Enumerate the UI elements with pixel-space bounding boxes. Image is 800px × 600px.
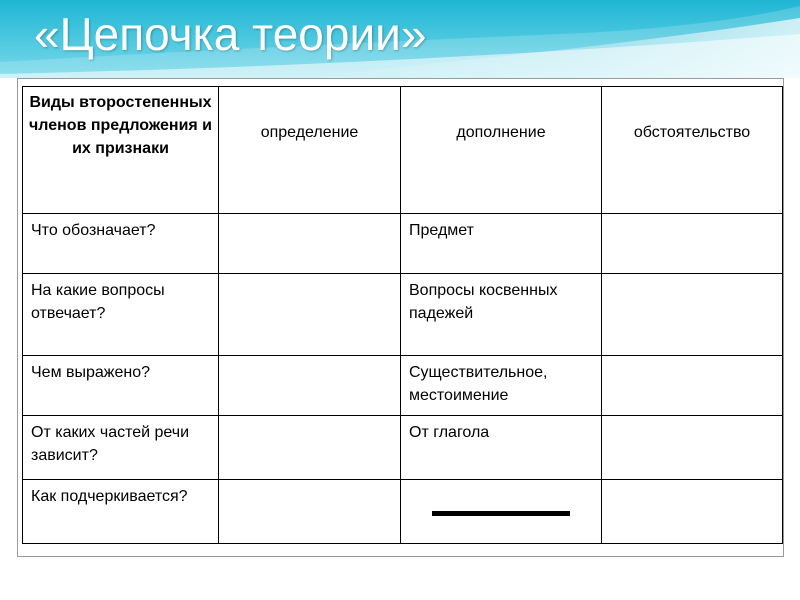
table-cell xyxy=(602,274,783,356)
table-cell xyxy=(219,356,401,416)
table-cell xyxy=(219,274,401,356)
table-row xyxy=(23,214,783,274)
row-label: Чем выражено? xyxy=(23,356,219,416)
table-cell xyxy=(219,214,401,274)
row-label: На какие вопросы отвечает? xyxy=(23,274,219,356)
row-label: От каких частей речи зависит? xyxy=(23,416,219,480)
column-header-object: дополнение xyxy=(401,87,602,214)
table-row xyxy=(23,480,783,544)
table-row xyxy=(23,356,783,416)
table-cell: Существительное, местоимение xyxy=(401,356,602,416)
table-cell xyxy=(219,480,401,544)
table-header-row xyxy=(23,87,783,214)
table-cell xyxy=(602,214,783,274)
column-header-definition: определение xyxy=(219,87,401,214)
solid-underline-mark xyxy=(432,511,570,516)
row-label: Что обозначает? xyxy=(23,214,219,274)
table-cell: Предмет xyxy=(401,214,602,274)
column-header-circumstance: обстоятельство xyxy=(602,87,783,214)
table-cell xyxy=(602,416,783,480)
row-label: Как подчеркивается? xyxy=(23,480,219,544)
table-cell: Вопросы косвенных падежей xyxy=(401,274,602,356)
slide-title: «Цепочка теории» xyxy=(34,8,427,60)
table-row xyxy=(23,416,783,480)
table-cell xyxy=(219,416,401,480)
table-cell xyxy=(602,356,783,416)
table-cell xyxy=(401,480,602,544)
table-cell: От глагола xyxy=(401,416,602,480)
corner-header: Виды второстепенных членов предложения и их признаки xyxy=(23,87,219,214)
table-cell xyxy=(602,480,783,544)
members-table xyxy=(22,86,783,544)
table-row xyxy=(23,274,783,356)
